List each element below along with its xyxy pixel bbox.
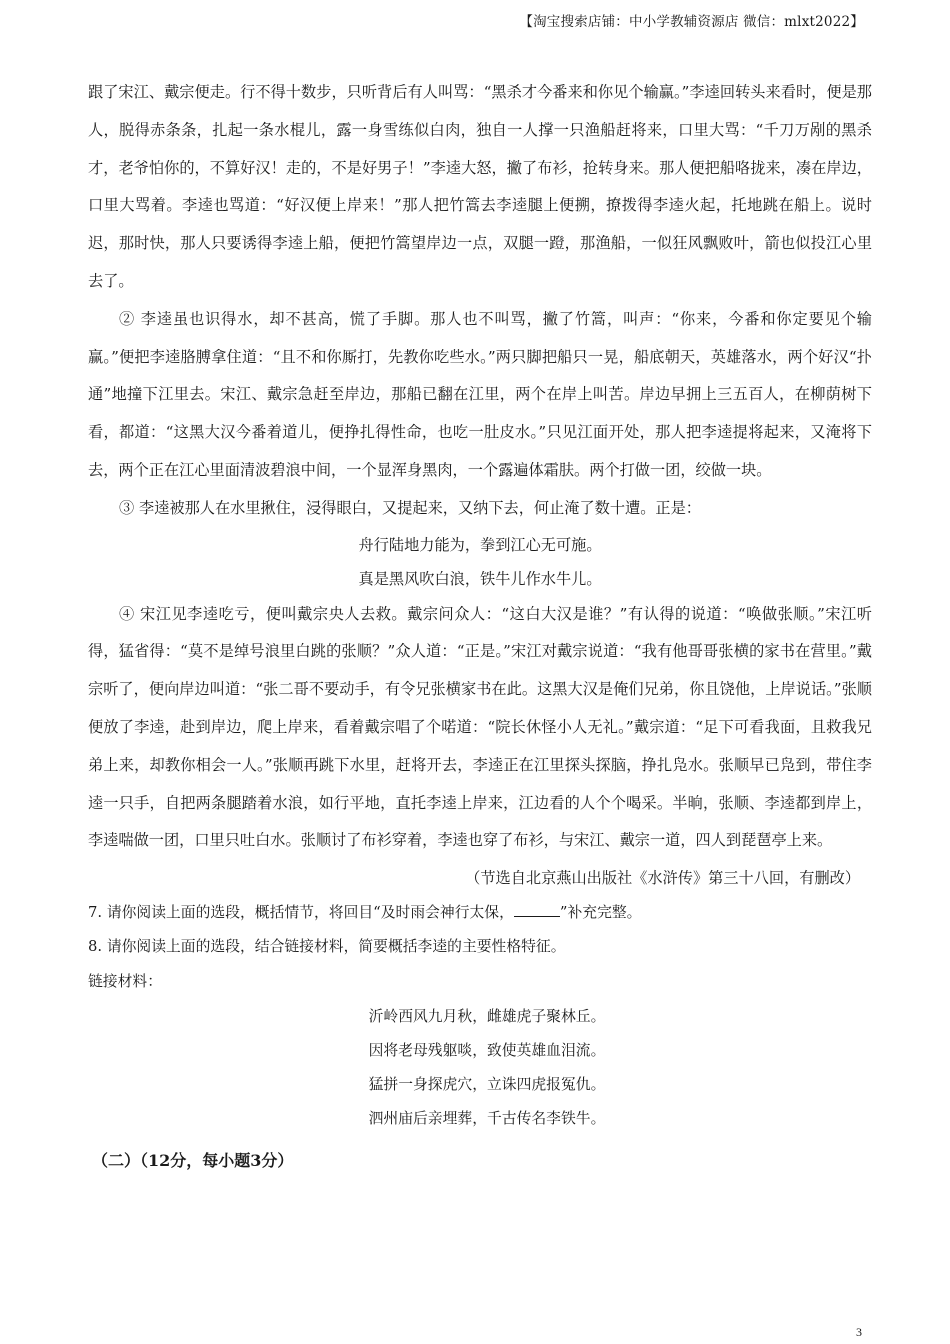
question-7-end: ”补充完整。	[559, 904, 642, 922]
link-poem-line-3: 猛拼一身探虎穴，立诛四虎报冤仇。	[368, 1076, 606, 1094]
document-body	[88, 74, 872, 1178]
question-7	[88, 896, 872, 930]
paragraph-1: 跟了宋江、戴宗便走。行不得十数步，只听背后有人叫骂：“黑杀才今番来和你见个输赢。”李逵回转头来看时，便是那人，脱得赤条条，扎起一条水棍儿，露一身雪练似白肉，独自一人撑一只渔船赶将来，口里大骂：“千刀万剐的黑杀才，老爷怕你的，不算好汉！走的，不是好男子！”李逵大怒，撇了布衫，抢转身来。那人便把船咯拢来，凑在岸边，口里大骂着。李逵也骂道：“好汉便上岸来！”那人把竹篙去李逵腿上便搠，撩拨得李逵火起，托地跳在船上。说时迟，那时快，那人只要诱得李逵上船，便把竹篙望岸边一点，双腿一蹬，那渔船，一似狂风飘败叶，箭也似投江心里去了。	[88, 83, 872, 290]
link-material-label: 链接材料：	[88, 973, 162, 991]
paragraph-2: ② 李逵虽也识得水，却不甚高，慌了手脚。那人也不叫骂，撇了竹篙，叫声：“你来，今番和你定要见个输赢。”便把李逵胳膊拿住道：“且不和你厮打，先教你吃些水。”两只脚把船只一晃，船底朝天，英雄落水，两个好汉“扑通”地撞下江里去。宋江、戴宗急赶至岸边，那船已翻在江里，两个在岸上叫苦。岸边早拥上三五百人，在柳荫树下看，都道：“这黑大汉今番着道儿，便挣扎得性命，也吃一肚皮水。”只见江面开处，那人把李逵提将起来，又淹将下去，两个正在江心里面清波碧浪中间，一个显浑身黑肉，一个露遍体霜肤。两个打做一团，绞做一块。	[88, 309, 872, 479]
poem-line-2: 真是黑风吹白浪，铁牛儿作水牛儿。	[358, 569, 602, 588]
page-number: 3	[856, 1325, 862, 1339]
question-8: 8. 请你阅读上面的选段，结合链接材料，简要概括李逵的主要性格特征。	[88, 938, 566, 956]
poem-line-1: 舟行陆地力能为，拳到江心无可施。	[358, 535, 602, 554]
link-poem-line-1: 沂岭西风九月秋，雌雄虎子聚林丘。	[368, 1008, 606, 1026]
link-poem-line-2: 因将老母残躯啖，致使英雄血泪流。	[368, 1042, 606, 1060]
paragraph-4: ④ 宋江见李逵吃亏，便叫戴宗央人去救。戴宗问众人：“这白大汉是谁？”有认得的说道：“唤做张顺。”宋江听得，猛省得：“莫不是绰号浪里白跳的张顺？”众人道：“正是。”宋江对戴宗说道：“我有他哥哥张横的家书在营里。”戴宗听了，便向岸边叫道：“张二哥不要动手，有令兄张横家书在此。这黑大汉是俺们兄弟，你且饶他，上岸说话。”张顺便放了李逵，赴到岸边，爬上岸来，看着戴宗唱了个喏道：“院长休怪小人无礼。”戴宗道：“足下可看我面，且救我兄弟上来，却教你相会一人。”张顺再跳下水里，赶将开去，李逵正在江里探头探脑，挣扎凫水。张顺早已凫到，带住李逵一只手，自把两条腿踏着水浪，如行平地，直托李逵上岸来，江边看的人个个喝采。半晌，张顺、李逵都到岸上，李逵喘做一团，口里只吐白水。张顺讨了布衫穿着，李逵也穿了布衫，与宋江、戴宗一道，四人到琵琶亭上来。	[88, 604, 872, 850]
poem	[88, 528, 872, 596]
question-7-text: 7. 请你阅读上面的选段，概括情节，将回目“及时雨会神行太保，	[88, 904, 514, 922]
link-poem	[88, 1000, 872, 1136]
answer-blank	[514, 902, 560, 917]
page-header: 【淘宝搜索店铺：中小学教辅资源店 微信：mlxt2022】	[519, 14, 864, 30]
link-poem-line-4: 泗州庙后亲埋葬，千古传名李铁牛。	[368, 1110, 606, 1128]
section-heading: （二）（12分，每小题3分）	[92, 1151, 294, 1171]
source-citation: （节选自北京燕山出版社《水浒传》第三十八回，有删改）	[465, 869, 860, 888]
paragraph-3: ③ 李逵被那人在水里揪住，浸得眼白，又提起来，又纳下去，何止淹了数十遭。正是：	[119, 498, 701, 517]
